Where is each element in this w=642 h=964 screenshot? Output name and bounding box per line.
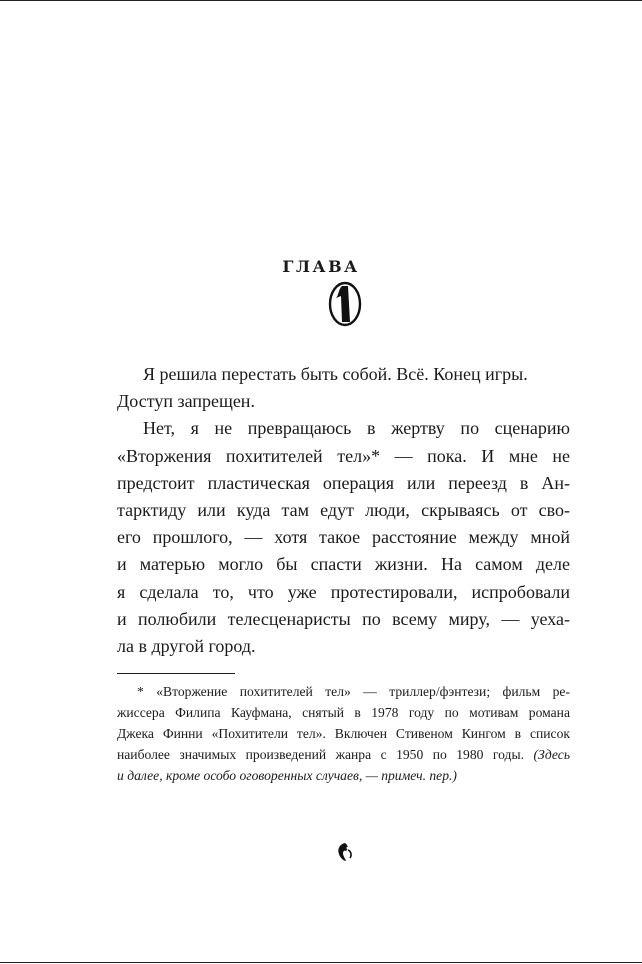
body-line: Нет, я не превращаюсь в жертву по сценарию [143,418,570,439]
footnote-italic-note: (Здесь [533,747,571,762]
footnote-line: жиссера Филипа Кауфмана, снятый в 1978 году по мотивам романа [117,705,570,720]
chapter-label: ГЛАВА [282,257,360,276]
chapter-body [117,361,570,660]
footnote-line: * «Вторжение похитителей тел» — триллер/фэнтези; фильм ре- [137,684,570,699]
body-line: «Вторжения похитителей тел»* — пока. И мне не [117,445,570,466]
body-line: предстоит пластическая операция или переезд в Ан- [117,472,570,493]
body-line: я сделала то, что уже протестировали, испробовали [117,581,570,602]
body-line: и полюбили телесценаристы по всему миру, — уеха- [117,608,570,629]
footnote-italic-note-cont: и далее, кроме особо оговоренных случаев, — примеч. пер.) [117,768,457,783]
footnote-line: Джека Финни «Похитители тел». Включен Стивеном Кингом в список [117,726,570,741]
body-line: Я решила перестать быть собой. Всё. Конец игры. [143,364,528,384]
chapter-number-ornament [327,280,363,328]
body-line: его прошлого, — хотя такое расстояние между мной [117,527,570,548]
publisher-ornament-icon [336,842,354,862]
top-rule [0,0,642,1]
footnote-line-text: наиболее значимых произведений жанра с 1950 по 1980 годы. [117,747,524,762]
body-line: и матерью могло бы спасти жизни. На самом деле [117,554,570,575]
chapter-number: 1 [345,310,346,311]
bottom-rule [0,962,642,963]
body-line: ла в другой город. [117,636,256,657]
body-line: тарктиду или куда там едут люди, скрываясь от сво- [117,500,570,521]
footnote-rule [117,673,235,674]
footnote-line-4 [117,744,570,765]
body-line: Доступ запрещен. [117,391,255,412]
footnote [117,681,570,786]
